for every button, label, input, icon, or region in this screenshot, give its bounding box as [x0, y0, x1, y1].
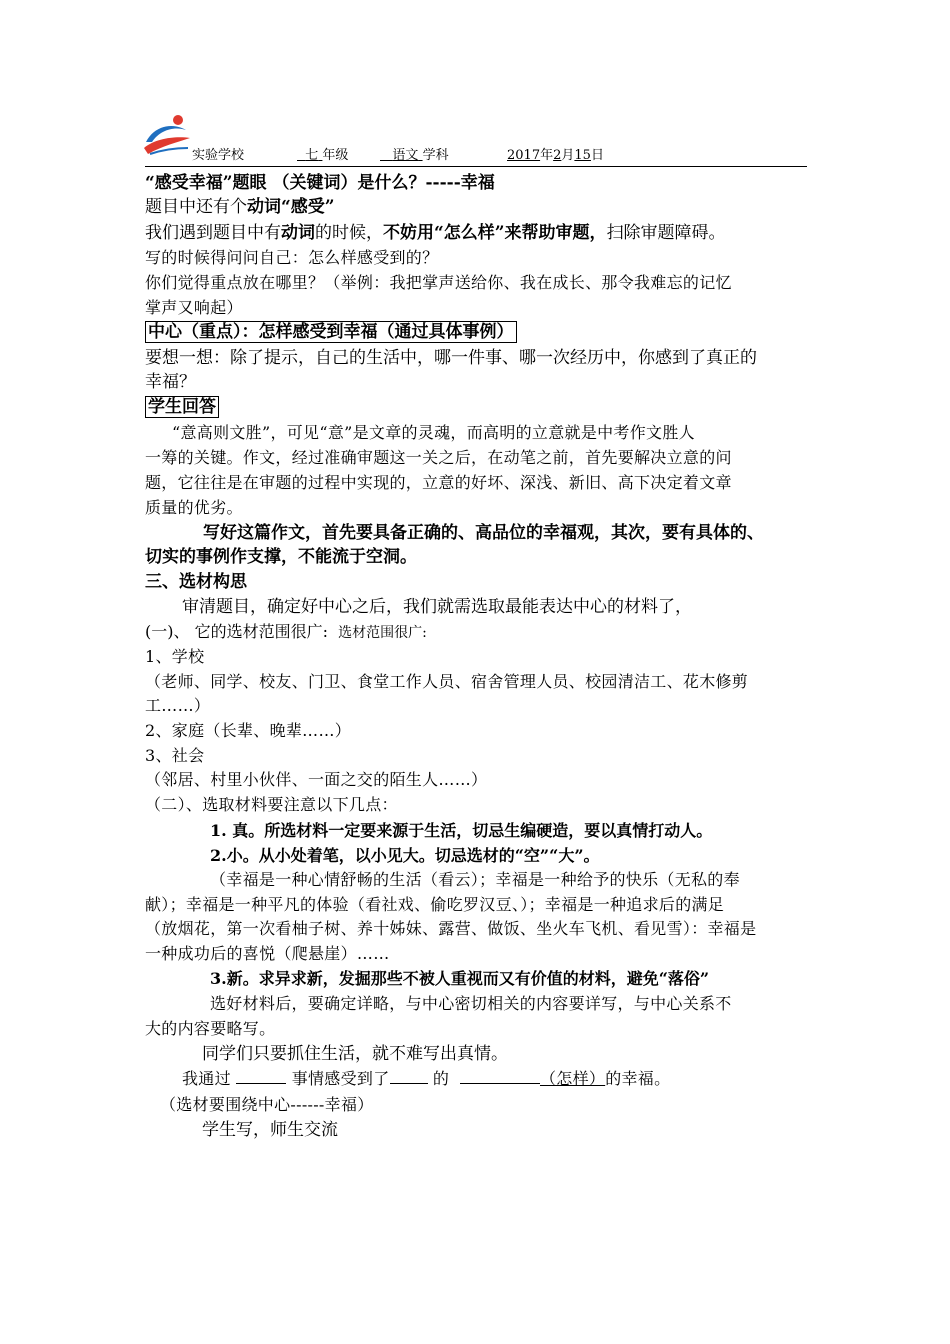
date-month: 2: [553, 148, 562, 163]
paragraph-line: 学生写，师生交流: [202, 1120, 338, 1140]
paragraph-line: 工……）: [145, 696, 211, 715]
subheading-line: （二）、选取材料要注意以下几点：: [145, 795, 398, 814]
text-span: 我们遇到题目中有: [145, 223, 281, 243]
text-span: 扫除审题障碍。: [606, 223, 726, 243]
paragraph-line: 一筹的关键。作文，经过准确审题这一关之后，在动笔之前，首先要解决立意的问: [145, 448, 732, 467]
paragraph-line: 写好这篇作文，首先要具备正确的、高品位的幸福观，其次，要有具体的、: [203, 523, 764, 543]
date-field: [507, 147, 604, 165]
section-heading: 三、选材构思: [145, 572, 247, 592]
paragraph-line: 要想一想：除了提示，自己的生活中，哪一件事、哪一次经历中，你感到了真正的: [145, 348, 757, 368]
paragraph-line: 大的内容要略写。: [145, 1019, 276, 1038]
paragraph-line: （老师、同学、校友、门卫、食堂工作人员、宿舍管理人员、校园清洁工、花木修剪: [145, 672, 749, 691]
student-answer-box: [145, 396, 219, 418]
grade-suffix: 年级: [322, 148, 349, 163]
text-span-bold: 不妨用“怎么样”来帮助审题，: [383, 223, 607, 243]
paragraph-line: [145, 222, 726, 244]
subject-suffix: 学科: [422, 148, 449, 163]
text-span: (一)、 它的选材范围很广:: [145, 622, 328, 641]
paragraph-line: 你们觉得重点放在哪里？（举例：我把掌声送给你、我在成长、那令我难忘的记忆: [145, 273, 732, 292]
text-span: 选材范围很广:: [338, 625, 427, 641]
paragraph-line: 审清题目，确定好中心之后，我们就需选取最能表达中心的材料了，: [182, 597, 692, 617]
paragraph-line: “意高则文胜”，可见“意”是文章的灵魂，而高明的立意就是中考作文胜人: [172, 423, 695, 442]
text-span: 的: [432, 1069, 450, 1088]
list-item: 2、家庭（长辈、晚辈……）: [145, 721, 352, 740]
list-item: 1、学校: [145, 647, 205, 666]
subject-field: [380, 147, 449, 165]
paragraph-line: 选好材料后，要确定详略，与中心密切相关的内容要详写，与中心关系不: [210, 994, 732, 1013]
paragraph-line: 掌声又响起）: [145, 298, 243, 317]
text-span: 题目中还有个: [145, 197, 247, 217]
text-span: 的幸福。: [605, 1069, 671, 1088]
text-span-bold: 动词: [281, 223, 315, 243]
date-month-char: 月: [561, 148, 575, 163]
paragraph-line: 幸福？: [145, 372, 196, 392]
paragraph-line: [145, 196, 335, 218]
point-line: 1. 真。所选材料一定要来源于生活，切忌生编硬造，要以真情打动人。: [210, 821, 713, 840]
blank-event[interactable]: [236, 1083, 286, 1084]
paragraph-line: 题，它往往是在审题的过程中实现的，立意的好坏、深浅、新旧、高下决定着文章: [145, 473, 732, 492]
school-name: 实验学校: [192, 148, 245, 163]
text-span: 事情感受到了: [291, 1069, 390, 1088]
paragraph-line: （放烟花，第一次看柚子树、养十姊妹、露营、做饭、坐火车飞机、看见雪）：幸福是: [145, 919, 757, 938]
document-header: [145, 146, 807, 167]
boxed-text: 中心（重点）：怎样感受到幸福（通过具体事例）: [145, 321, 517, 343]
subheading-line: [145, 621, 427, 644]
paragraph-line: 切实的事例作支撑，不能流于空洞。: [145, 547, 417, 567]
paragraph-line: （选材要围绕中心------幸福）: [160, 1095, 374, 1114]
center-point-box: [145, 321, 517, 343]
date-day: 15: [574, 148, 591, 163]
fill-in-sentence: [182, 1068, 670, 1090]
text-span: 我通过: [182, 1069, 231, 1088]
point-line: 3.新。求异求新，发掘那些不被人重视而又有价值的材料，避免“落俗”: [210, 969, 710, 988]
blank-how[interactable]: [460, 1083, 540, 1084]
question-title: “感受幸福”题眼 （关键词）是什么？-----幸福: [145, 173, 495, 193]
paragraph-line: 写的时候得问问自己：怎么样感受到的？: [145, 248, 439, 267]
date-day-char: 日: [590, 148, 604, 163]
paragraph-line: 一种成功后的喜悦（爬悬崖）……: [145, 944, 390, 963]
date-year: 2017: [507, 148, 541, 163]
date-year-char: 年: [540, 148, 554, 163]
blank-feeling[interactable]: [390, 1083, 428, 1084]
boxed-text: 学生回答: [145, 396, 219, 418]
paragraph-line: 同学们只要抓住生活，就不难写出真情。: [202, 1044, 508, 1064]
text-span: 的时候，: [315, 223, 383, 243]
paragraph-line: （幸福是一种心情舒畅的生活（看云）；幸福是一种给予的快乐（无私的奉: [210, 870, 740, 889]
text-span: （怎样）: [539, 1069, 606, 1088]
grade-field: [297, 147, 348, 165]
paragraph-line: （邻居、村里小伙伴、一面之交的陌生人……）: [145, 770, 488, 789]
paragraph-line: 献）；幸福是一种平凡的体验（看社戏、偷吃罗汉豆、）；幸福是一种追求后的满足: [145, 895, 725, 914]
point-line: 2.小。从小处着笔，以小见大。切忌选材的“空”“大”。: [210, 846, 600, 865]
paragraph-line: 质量的优劣。: [145, 498, 243, 517]
text-span-bold: 动词“感受”: [247, 197, 335, 217]
grade-value: 七: [305, 148, 319, 163]
subject-value: 语文: [392, 148, 419, 163]
list-item: 3、社会: [145, 746, 205, 765]
